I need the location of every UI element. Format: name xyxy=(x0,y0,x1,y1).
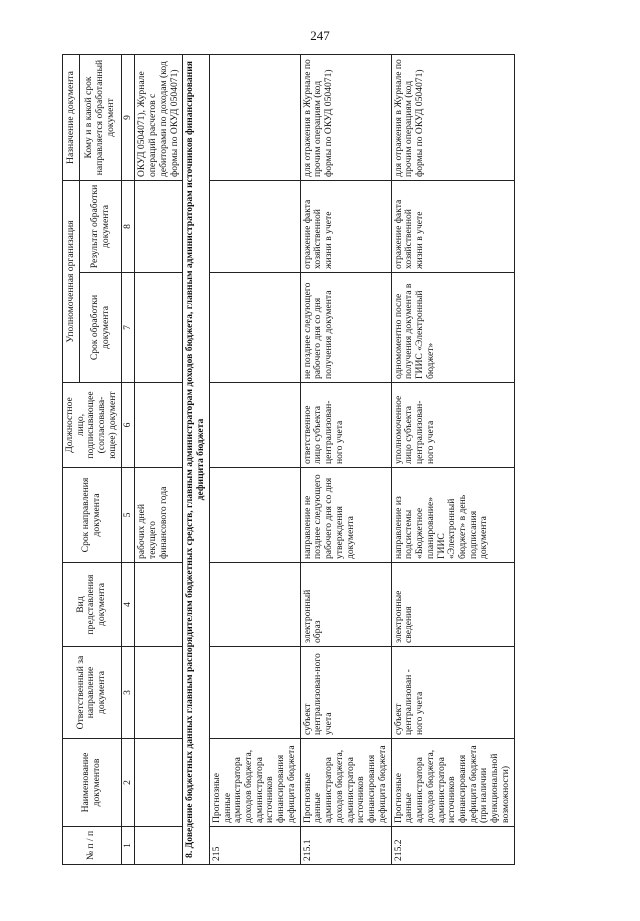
header-form: Вид представления документа xyxy=(63,563,122,647)
cell-destination: для отражения в Журнале по прочим операциям (код формы по ОКУД 0504071) xyxy=(391,55,514,181)
section-title: 8. Доведение бюджетных данных главным распорядителям бюджетных средств, главным администраторам доходов бюджета, главным администраторам источников финансирования дефицита бюджета xyxy=(183,55,209,865)
col-number: 3 xyxy=(121,647,135,739)
cell-processing-result: отражение факта хозяйственной жизни в учете xyxy=(300,181,391,273)
table-row xyxy=(209,55,300,865)
cell-responsible xyxy=(209,647,300,739)
cell-processing-term: одномоментно после получения документа в ГИИС «Электронный бюджет» xyxy=(391,273,514,383)
rotated-table-container xyxy=(62,55,582,865)
header-destination: Кому и в какой срок направляется обработанный документ xyxy=(80,55,121,181)
cell-signer xyxy=(209,383,300,468)
cell-destination: для отражения в Журнале по прочим операциям (код формы по ОКУД 0504071) xyxy=(300,55,391,181)
cell-responsible: субъект централизован-ного учета xyxy=(300,647,391,739)
cell-signer: уполномоченное лицо субъекта централизован-ного учета xyxy=(391,383,514,468)
header-authorized-org: Уполномоченная организация xyxy=(63,181,80,383)
cell-term: направление не позднее следующего рабочего дня со дня утверждения документа xyxy=(300,468,391,563)
table-row xyxy=(300,55,391,865)
header-processing-term: Срок обработки документа xyxy=(80,273,121,383)
table-row xyxy=(391,55,514,865)
cell-destination: ОКУД 0504071), Журнале операций расчетов с дебиторами по доходам (код формы по ОКУД 0504071) xyxy=(135,55,183,181)
col-number: 6 xyxy=(121,383,135,468)
col-number: 5 xyxy=(121,468,135,563)
cell-no: 215.2 xyxy=(391,827,514,865)
header-processing-result: Результат обработки документа xyxy=(80,181,121,273)
cell-doc-name: Прогнозные данные администратора доходов бюджета, администратора источников финансирования дефицита бюджета xyxy=(300,739,391,827)
cell-responsible: субъект централизован - ного учета xyxy=(391,647,514,739)
header-responsible: Ответственный за направление документа xyxy=(63,647,122,739)
cell-doc-name: Прогнозные данные администратора доходов бюджета, администратора источников финансирования дефицита бюджета xyxy=(209,739,300,827)
cell-term: рабочих дней текущего финансового года xyxy=(135,468,183,563)
page-number: 247 xyxy=(310,28,330,43)
col-number: 9 xyxy=(121,55,135,181)
cell-term: направление из подсистемы «Бюджетное планирование» ГИИС «Электронный бюджет» в день подписания документа xyxy=(391,468,514,563)
cell-destination xyxy=(209,55,300,181)
continuation-row xyxy=(135,55,183,865)
col-number: 1 xyxy=(121,827,135,865)
cell-processing-result xyxy=(209,181,300,273)
col-number: 4 xyxy=(121,563,135,647)
header-no: № п / п xyxy=(63,827,122,865)
cell-doc-name: Прогнозные данные администратора доходов бюджета, администратора источников финансирования дефицита бюджета (при наличии функциональной возможности) xyxy=(391,739,514,827)
col-number: 7 xyxy=(121,273,135,383)
col-number: 2 xyxy=(121,739,135,827)
cell-form: электронные сведения xyxy=(391,563,514,647)
cell-processing-term: не позднее следующего рабочего дня со дня получения документа xyxy=(300,273,391,383)
header-row-1 xyxy=(63,55,80,865)
cell-form: электронный образ xyxy=(300,563,391,647)
cell-no: 215.1 xyxy=(300,827,391,865)
header-term: Срок направления документа xyxy=(63,468,122,563)
cell-signer: ответственное лицо субъекта централизован-ного учета xyxy=(300,383,391,468)
cell-no: 215 xyxy=(209,827,300,865)
header-purpose: Назначение документа xyxy=(63,55,80,181)
cell-processing-term xyxy=(209,273,300,383)
col-number: 8 xyxy=(121,181,135,273)
header-doc-name: Наименование документов xyxy=(63,739,122,827)
column-number-row xyxy=(121,55,135,865)
header-signer: Должностное лицо, подписывающее (согласовыва-ющее) документ xyxy=(63,383,122,468)
cell-processing-result: отражение факта хозяйственной жизни в учете xyxy=(391,181,514,273)
cell-form xyxy=(209,563,300,647)
document-table xyxy=(62,54,515,865)
section-row xyxy=(183,55,209,865)
cell-term xyxy=(209,468,300,563)
